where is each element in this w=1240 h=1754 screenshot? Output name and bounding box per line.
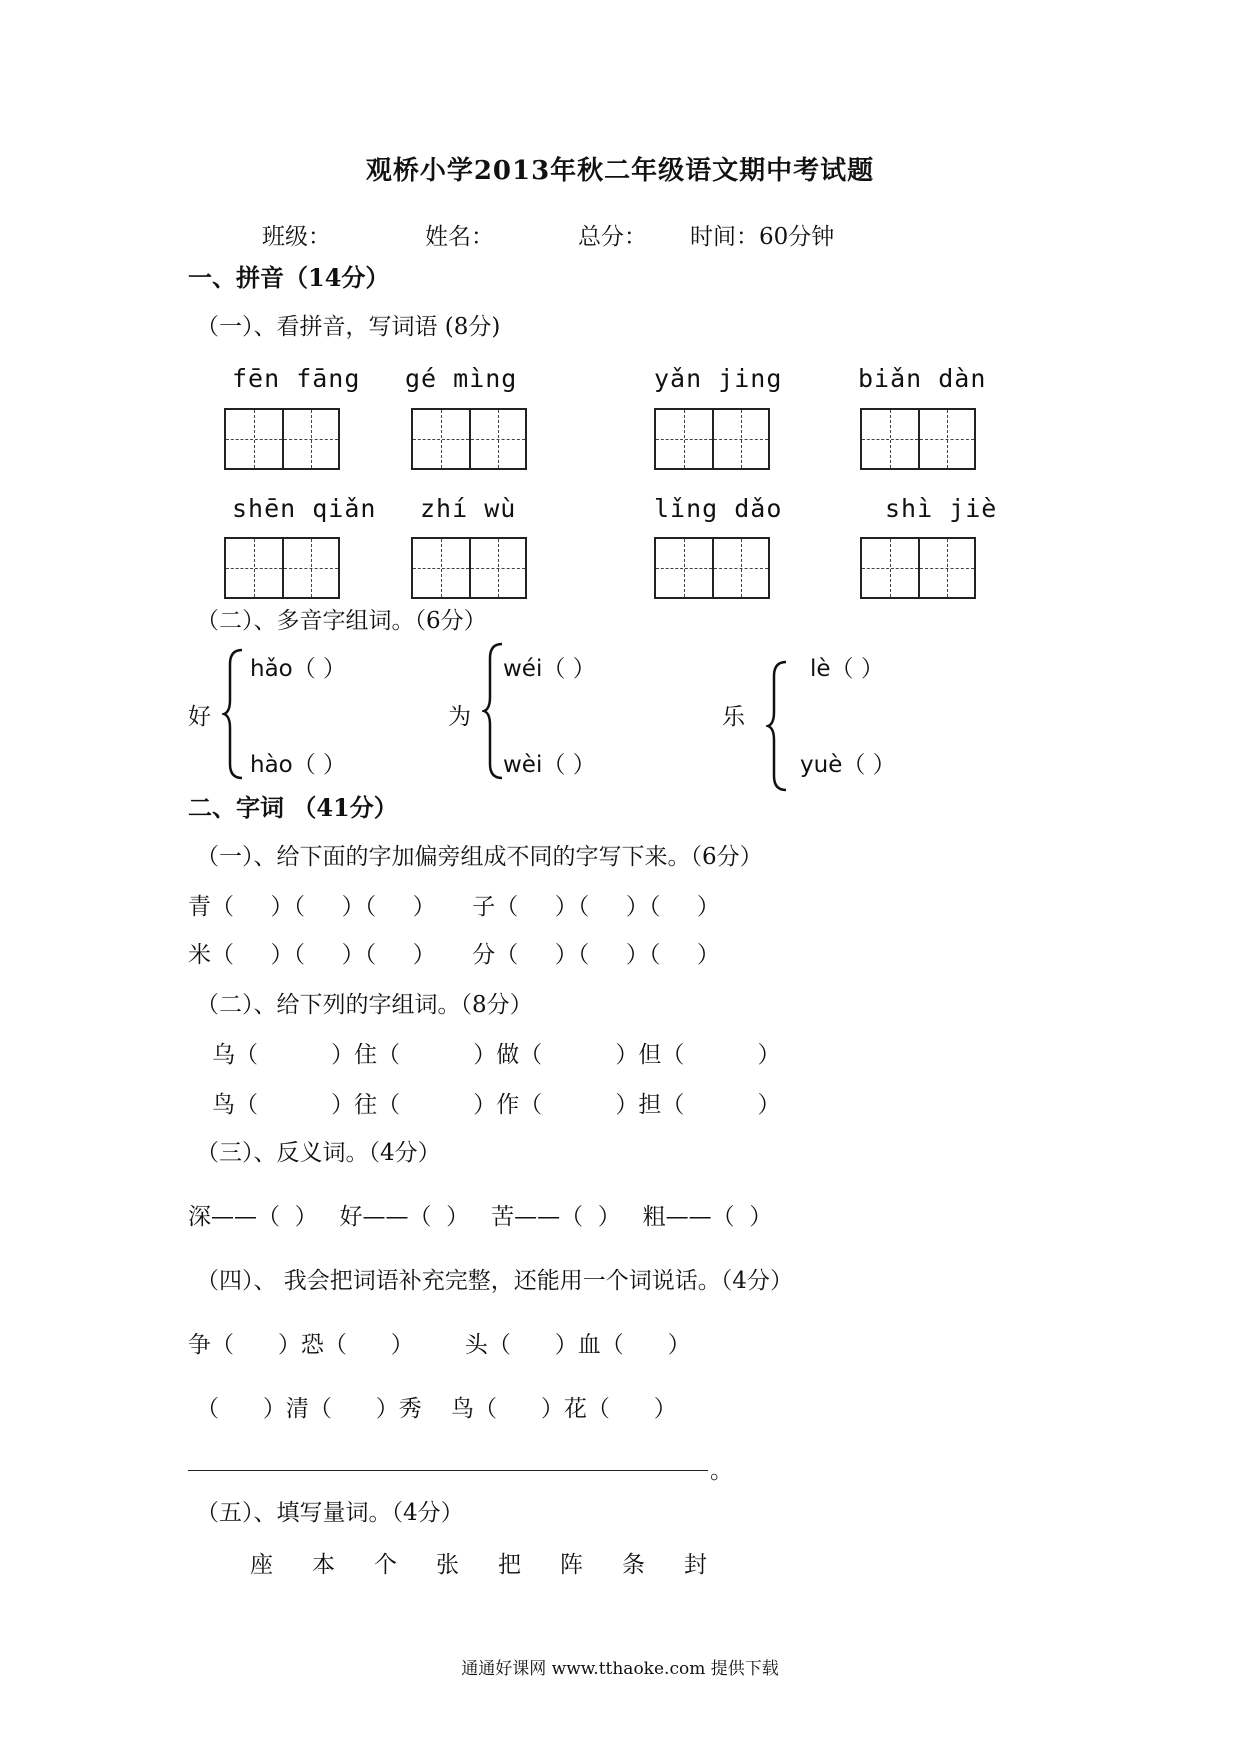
writing-grid[interactable]	[411, 537, 527, 599]
section1-part2-title: （二）、多音字组词。（6分）	[196, 608, 487, 634]
section2-part1-title: （一）、给下面的字加偏旁组成不同的字写下来。（6分）	[196, 844, 763, 870]
section1-heading: 一、拼音（14分）	[188, 263, 390, 292]
polyphone-bottom: wèi（ ）	[503, 752, 596, 778]
measure-word: 张	[436, 1552, 459, 1578]
measure-word: 阵	[560, 1552, 583, 1578]
polyphone-char: 为	[448, 704, 471, 730]
writing-grid[interactable]	[860, 537, 976, 599]
pinyin-item: shì jiè	[885, 494, 998, 523]
time-label: 时间：60分钟	[690, 224, 835, 250]
polyphone-top: wéi（ ）	[503, 656, 596, 682]
writing-grid[interactable]	[224, 537, 340, 599]
radical-row: 青（ ）（ ）（ ） 子（ ）（ ）（ ）	[188, 894, 720, 920]
polyphone-bottom: yuè（ ）	[800, 752, 896, 778]
section1-part1-title: （一）、看拼音，写词语 (8分)	[196, 314, 501, 340]
writing-grid[interactable]	[411, 408, 527, 470]
brace-icon	[766, 660, 788, 792]
antonym-row: 深——（ ） 好——（ ） 苦——（ ） 粗——（ ）	[188, 1204, 773, 1230]
polyphone-bottom: hào（ ）	[250, 752, 347, 778]
word-row: 乌（ ）住（ ）做（ ）但（ ）	[212, 1042, 781, 1068]
section2-part2-title: （二）、给下列的字组词。（8分）	[196, 992, 533, 1018]
section2-part3-title: （三）、反义词。（4分）	[196, 1140, 441, 1166]
pinyin-item: lǐng dǎo	[654, 494, 783, 523]
footer-credit: 通通好课网 www.tthaoke.com 提供下载	[461, 1659, 779, 1679]
idiom-row: 争（ ）恐（ ） 头（ ）血（ ）	[188, 1332, 691, 1358]
radical-row: 米（ ）（ ）（ ） 分（ ）（ ）（ ）	[188, 942, 720, 968]
pinyin-item: gé mìng	[405, 364, 518, 393]
pinyin-item: yǎn jing	[654, 364, 783, 393]
brace-icon	[482, 642, 504, 780]
polyphone-top: hǎo（ ）	[250, 656, 347, 682]
name-label: 姓名：	[425, 224, 494, 250]
writing-grid[interactable]	[654, 408, 770, 470]
measure-word: 本	[312, 1552, 335, 1578]
measure-word: 座	[250, 1552, 273, 1578]
measure-word: 个	[374, 1552, 397, 1578]
polyphone-top: lè（ ）	[810, 656, 884, 682]
section2-part4-title: （四）、 我会把词语补充完整，还能用一个词说话。（4分）	[196, 1268, 793, 1294]
pinyin-item: zhí wù	[420, 494, 517, 523]
section2-part5-title: （五）、填写量词。（4分）	[196, 1500, 464, 1526]
pinyin-item: biǎn dàn	[858, 364, 987, 393]
word-row: 鸟（ ）往（ ）作（ ）担（ ）	[212, 1092, 781, 1118]
answer-line[interactable]	[188, 1470, 708, 1471]
brace-icon	[222, 648, 244, 780]
writing-grid[interactable]	[860, 408, 976, 470]
writing-grid[interactable]	[654, 537, 770, 599]
pinyin-item: fēn fāng	[232, 364, 361, 393]
measure-word: 封	[684, 1552, 707, 1578]
pinyin-item: shēn qiǎn	[232, 494, 377, 523]
measure-word: 条	[622, 1552, 645, 1578]
class-label: 班级：	[262, 224, 331, 250]
writing-grid[interactable]	[224, 408, 340, 470]
score-label: 总分：	[578, 224, 647, 250]
idiom-row: （ ）清（ ）秀 鸟（ ）花（ ）	[196, 1396, 677, 1422]
exam-title: 观桥小学2013年秋二年级语文期中考试题	[365, 156, 875, 186]
answer-line-end: 。	[710, 1458, 733, 1484]
polyphone-char: 乐	[722, 704, 745, 730]
section2-heading: 二、字词 （41分）	[188, 793, 398, 822]
polyphone-char: 好	[188, 704, 211, 730]
measure-word: 把	[498, 1552, 521, 1578]
